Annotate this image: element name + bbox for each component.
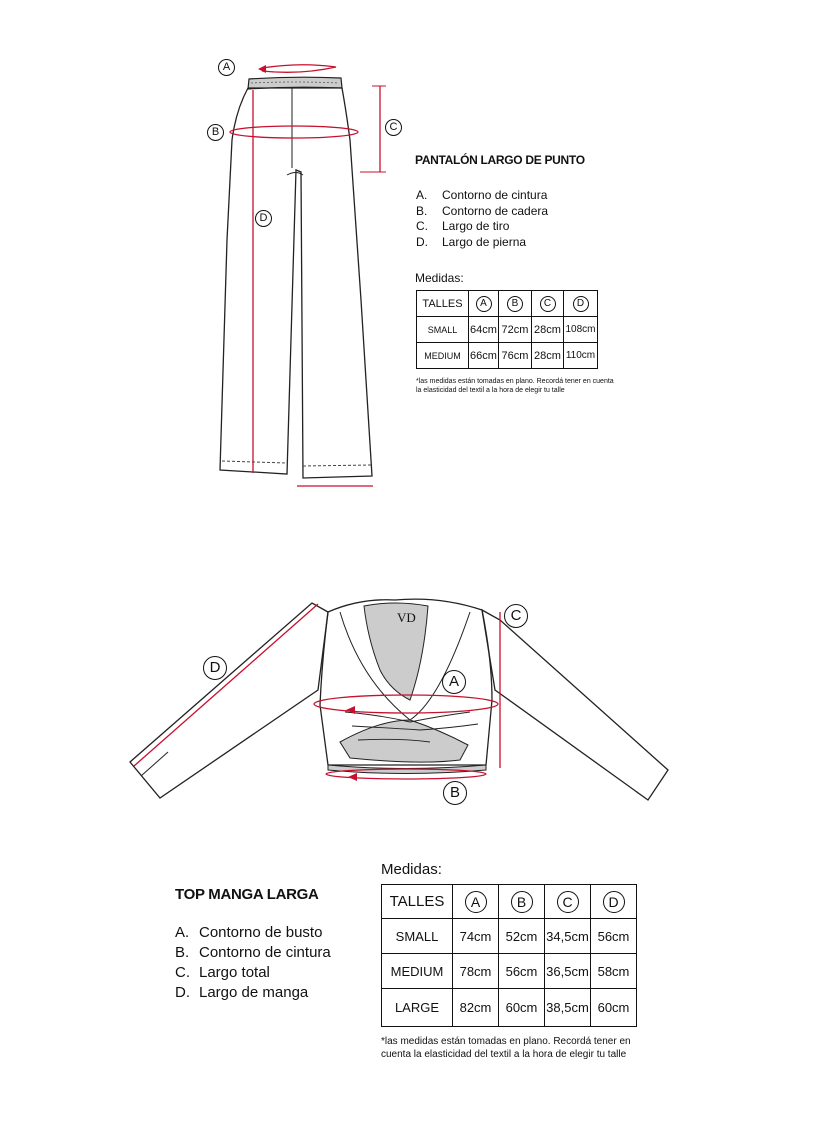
legend-item [416, 188, 548, 204]
note-line: cuenta la elasticidad del textil a la hora de elegir tu talle [381, 1048, 627, 1060]
cell-value: 56cm [499, 954, 545, 989]
cell-value: 28cm [532, 343, 564, 369]
top-marker-d: D [203, 656, 227, 680]
col-b-marker: B [511, 891, 533, 913]
header-col-a [453, 885, 499, 919]
cell-value: 60cm [499, 989, 545, 1027]
legend-item [416, 235, 548, 251]
cell-value: 66cm [469, 343, 499, 369]
legend-label: Contorno de cintura [442, 188, 548, 202]
table-row [417, 317, 598, 343]
cell-value: 38,5cm [545, 989, 591, 1027]
pants-hem-stitch [222, 461, 371, 466]
note-line: *las medidas están tomadas en plano. Recordá tener en cuenta [416, 378, 614, 385]
header-col-b [499, 291, 532, 317]
size-label: MEDIUM [382, 954, 453, 989]
pants-marker-b: B [207, 124, 224, 141]
cell-value: 60cm [591, 989, 637, 1027]
legend-item [175, 923, 331, 943]
header-col-a [469, 291, 499, 317]
cell-value: 34,5cm [545, 919, 591, 954]
table-header-row [382, 885, 637, 919]
col-d-marker: D [603, 891, 625, 913]
legend-label: Largo de manga [199, 984, 309, 1001]
cell-value: 58cm [591, 954, 637, 989]
size-label: LARGE [382, 989, 453, 1027]
pants-legend [416, 188, 548, 250]
cell-value: 110cm [564, 343, 598, 369]
top-size-table [381, 884, 637, 1027]
legend-item [175, 963, 331, 983]
pants-note [416, 378, 614, 396]
legend-key: A. [416, 188, 428, 202]
pants-size-table [416, 290, 598, 369]
header-col-c [532, 291, 564, 317]
pants-marker-d: D [255, 210, 272, 227]
cell-value: 82cm [453, 989, 499, 1027]
header-talles: TALLES [382, 885, 453, 919]
header-col-d [564, 291, 598, 317]
pants-crotch-seam [287, 88, 303, 175]
top-marker-b: B [443, 781, 467, 805]
pants-measure-b [230, 126, 358, 138]
col-d-marker: D [573, 296, 589, 312]
pants-marker-a: A [218, 59, 235, 76]
top-legend [175, 923, 331, 1003]
size-label: MEDIUM [417, 343, 469, 369]
pants-title: PANTALÓN LARGO DE PUNTO [415, 153, 585, 167]
pants-waistband [248, 77, 342, 89]
legend-item [416, 204, 548, 220]
top-medidas-label: Medidas: [381, 861, 442, 878]
legend-item [416, 219, 548, 235]
legend-label: Largo de tiro [442, 219, 510, 233]
legend-label: Contorno de cintura [199, 944, 331, 961]
cell-value: 108cm [564, 317, 598, 343]
pants-measure-a [262, 65, 336, 73]
legend-item [175, 983, 331, 1003]
top-measure-d [134, 604, 318, 766]
legend-label: Largo total [199, 964, 270, 981]
header-talles: TALLES [417, 291, 469, 317]
legend-label: Contorno de cadera [442, 203, 549, 218]
pants-marker-c: C [385, 119, 402, 136]
cell-value: 76cm [499, 343, 532, 369]
brand-logo: VD [397, 610, 416, 625]
table-row [382, 919, 637, 954]
header-col-b [499, 885, 545, 919]
top-left-sleeve [130, 603, 328, 798]
size-label: SMALL [417, 317, 469, 343]
cell-value: 56cm [591, 919, 637, 954]
cell-value: 74cm [453, 919, 499, 954]
legend-key: C. [175, 964, 190, 981]
col-c-marker: C [540, 296, 556, 312]
cell-value: 64cm [469, 317, 499, 343]
col-a-marker: A [476, 296, 492, 312]
cell-value: 78cm [453, 954, 499, 989]
legend-key: D. [416, 234, 428, 249]
top-note [381, 1036, 631, 1061]
note-line: la elasticidad del textil a la hora de elegir tu talle [416, 386, 565, 394]
legend-label: Contorno de busto [199, 924, 323, 941]
cell-value: 28cm [532, 317, 564, 343]
legend-item [175, 943, 331, 963]
cell-value: 52cm [499, 919, 545, 954]
cell-value: 36,5cm [545, 954, 591, 989]
pants-medidas-label: Medidas: [415, 271, 464, 285]
top-marker-a: A [442, 670, 466, 694]
top-marker-c: C [504, 604, 528, 628]
header-col-d [591, 885, 637, 919]
size-label: SMALL [382, 919, 453, 954]
cell-value: 72cm [499, 317, 532, 343]
table-row [417, 343, 598, 369]
legend-key: B. [416, 203, 428, 218]
top-right-sleeve [482, 610, 668, 800]
legend-label: Largo de pierna [442, 234, 527, 249]
header-col-c [545, 885, 591, 919]
col-c-marker: C [557, 891, 579, 913]
table-header-row [417, 291, 598, 317]
note-line: *las medidas están tomadas en plano. Recordá tener en [381, 1036, 631, 1047]
col-b-marker: B [507, 296, 523, 312]
table-row [382, 954, 637, 989]
legend-key: B. [175, 944, 190, 961]
legend-key: A. [175, 924, 190, 941]
table-row [382, 989, 637, 1027]
legend-key: C. [416, 219, 428, 233]
col-a-marker: A [465, 891, 487, 913]
pants-outline [220, 88, 372, 478]
top-title: TOP MANGA LARGA [175, 886, 319, 903]
top-neckline [364, 603, 428, 700]
legend-key: D. [175, 984, 190, 1001]
